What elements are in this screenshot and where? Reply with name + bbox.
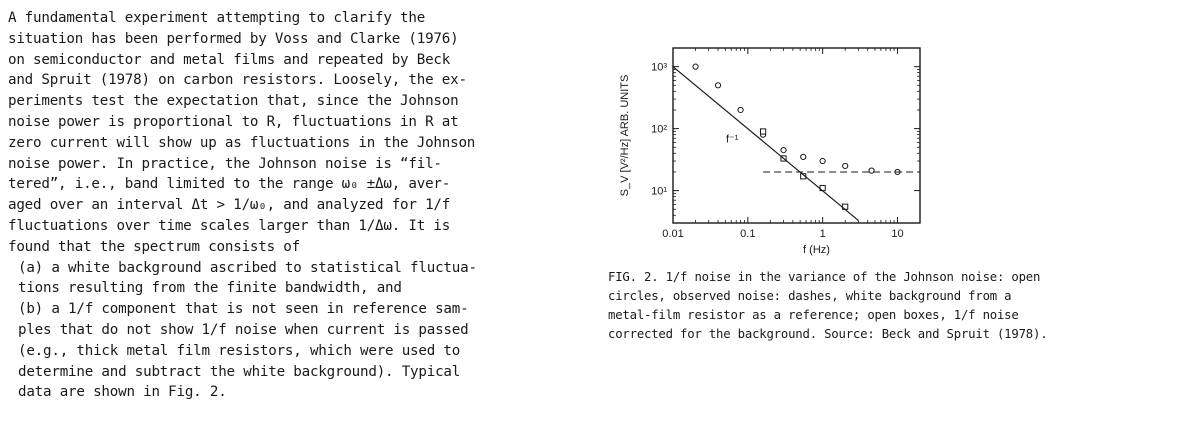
observed-noise-circle bbox=[820, 158, 825, 163]
y-tick-label: 10¹ bbox=[651, 185, 667, 198]
observed-noise-circle bbox=[843, 163, 848, 168]
caption-line: circles, observed noise: dashes, white background from a bbox=[608, 289, 1012, 303]
text-line: determine and subtract the white background). Typical bbox=[18, 363, 461, 380]
figure-2-chart bbox=[608, 38, 938, 258]
text-line: found that the spectrum consists of bbox=[8, 238, 300, 255]
x-tick-label: 1 bbox=[819, 228, 826, 240]
observed-noise-circle bbox=[869, 168, 874, 173]
text-line: and Spruit (1978) on carbon resistors. Loosely, the ex- bbox=[8, 72, 467, 89]
text-line: zero current will show up as fluctuations in the Johnson bbox=[8, 134, 476, 151]
text-line: on semiconductor and metal films and repeated by Beck bbox=[8, 51, 451, 68]
caption-line: FIG. 2. 1/f noise in the variance of the Johnson noise: open bbox=[608, 270, 1041, 284]
figure-caption bbox=[608, 268, 1128, 344]
text-line: tered”, i.e., band limited to the range ω₀ ±Δω, aver- bbox=[8, 176, 451, 193]
text-line: noise power. In practice, the Johnson noise is “fil- bbox=[8, 155, 442, 172]
list-item-b bbox=[8, 299, 508, 403]
text-line: (e.g., thick metal film resistors, which were used to bbox=[18, 342, 461, 359]
text-line: ples that do not show 1/f noise when current is passed bbox=[18, 321, 469, 338]
y-tick-label: 10³ bbox=[651, 61, 667, 74]
body-paragraph bbox=[8, 8, 508, 258]
text-line: A fundamental experiment attempting to clarify the bbox=[8, 10, 426, 26]
text-line: situation has been performed by Voss and Clarke (1976) bbox=[8, 30, 459, 47]
text-line: fluctuations over time scales larger than 1/Δω. It is bbox=[8, 217, 451, 234]
text-line: (a) a white background ascribed to statistical fluctua- bbox=[18, 259, 477, 276]
fit-line-f-inverse bbox=[673, 67, 858, 221]
y-tick-label: 10² bbox=[651, 123, 667, 136]
text-line: periments test the expectation that, since the Johnson bbox=[8, 93, 459, 110]
text-line: noise power is proportional to R, fluctuations in R at bbox=[8, 113, 459, 130]
body-text-column bbox=[8, 8, 508, 403]
text-line: (b) a 1/f component that is not seen in reference sam- bbox=[18, 301, 469, 318]
x-tick-label: 10 bbox=[891, 228, 904, 240]
caption-line: corrected for the background. Source: Beck and Spruit (1978). bbox=[608, 327, 1048, 341]
y-axis-label: S_V [V²/Hz] ARB. UNITS bbox=[619, 74, 631, 197]
observed-noise-circle bbox=[693, 64, 698, 69]
slope-annotation: f⁻¹ bbox=[725, 133, 739, 146]
observed-noise-circle bbox=[715, 83, 720, 88]
observed-noise-circle bbox=[738, 107, 743, 112]
text-line: aged over an interval Δt > 1/ω₀, and analyzed for 1/f bbox=[8, 197, 451, 214]
x-tick-label: 0.01 bbox=[662, 228, 684, 240]
observed-noise-circle bbox=[801, 154, 806, 159]
caption-line: metal-film resistor as a reference; open boxes, 1/f noise bbox=[608, 308, 1019, 322]
x-tick-label: 0.1 bbox=[740, 228, 756, 240]
plot-frame bbox=[673, 48, 920, 223]
x-axis-label: f (Hz) bbox=[803, 244, 830, 256]
corrected-noise-box bbox=[760, 129, 765, 134]
text-line: data are shown in Fig. 2. bbox=[18, 384, 227, 401]
text-line: tions resulting from the finite bandwidth, and bbox=[18, 280, 402, 297]
chart-svg bbox=[608, 38, 938, 258]
list-item-a bbox=[8, 258, 508, 300]
observed-noise-circle bbox=[781, 148, 786, 153]
